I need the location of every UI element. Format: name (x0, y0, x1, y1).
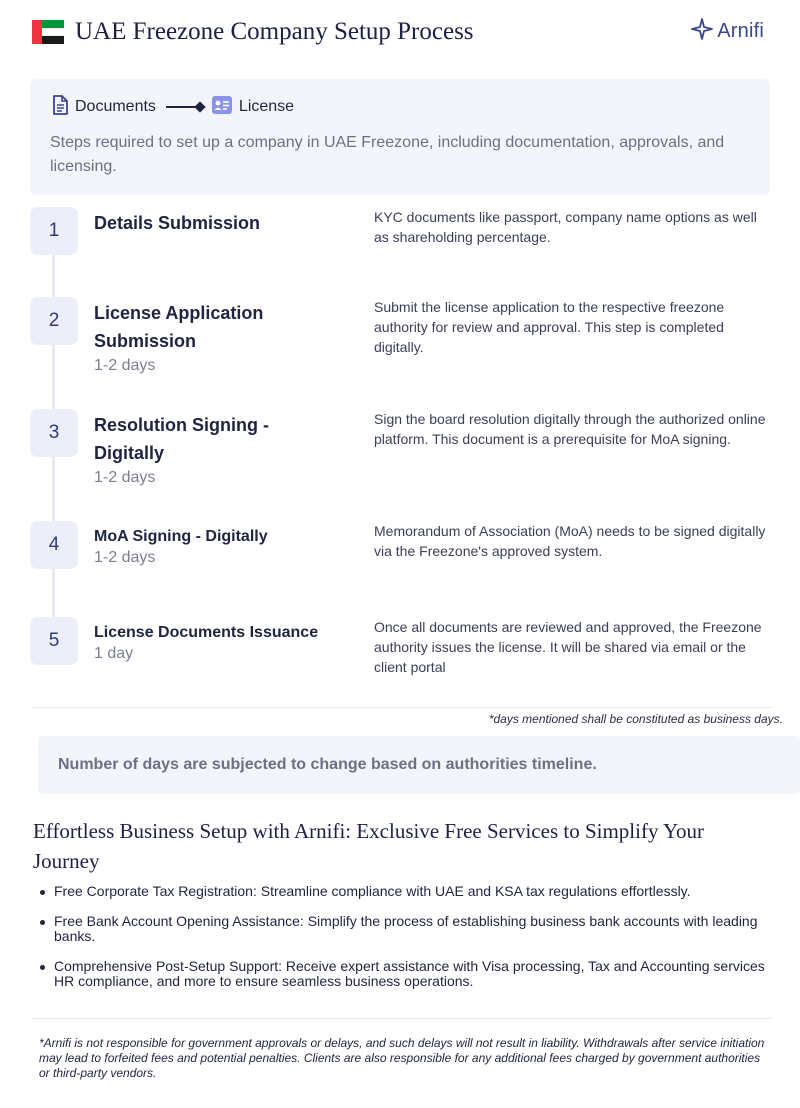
service-text: Comprehensive Post-Setup Support: Receive expert assistance with Visa processing, Tax and Accounting services HR compliance, and more to ensure seamless business operations. (54, 958, 765, 989)
timeline-notice (38, 736, 800, 794)
services-heading: Effortless Business Setup with Arnifi: Exclusive Free Services to Simplify Your Journey (33, 819, 704, 873)
uae-flag-icon (32, 20, 64, 44)
step-description: Memorandum of Association (MoA) needs to be signed digitally via the Freezone's approved system. (374, 523, 766, 559)
id-card-icon (212, 96, 232, 119)
step-title: Details Submission (94, 213, 261, 233)
step-title: MoA Signing - Digitally (94, 528, 268, 545)
disclaimer-text: *Arnifi is not responsible for government approvals or delays, and such delays will not result in liability. Withdrawals after service initiation may lead to forfeited fees and potential penalties. Clients are also responsible for any additional fees charged by government authorities or third-party vendors. (39, 1036, 765, 1080)
flow-to-label: License (238, 98, 295, 115)
step-duration: 1-2 days (94, 549, 156, 566)
list-item (38, 914, 768, 944)
timeline-connector (52, 345, 55, 409)
timeline-connector (52, 255, 55, 297)
days-footnote: *days mentioned shall be constituted as business days. (488, 712, 783, 726)
footer-divider (32, 1018, 772, 1019)
step-description: Sign the board resolution digitally through the authorized online platform. This document is a prerequisite for MoA signing. (374, 411, 766, 447)
list-item (38, 959, 768, 989)
step-title: License Application Submission (94, 303, 264, 351)
timeline-connector (52, 457, 55, 521)
flag-white-band (42, 28, 64, 36)
step-number: 4 (30, 521, 78, 569)
page-header (32, 14, 768, 54)
brand-name: Arnifi (717, 20, 764, 42)
service-text: Free Bank Account Opening Assistance: Simplify the process of establishing business bank accounts with leading banks. (54, 913, 758, 944)
step-duration: 1-2 days (94, 469, 156, 486)
bullet-icon (40, 890, 45, 895)
step-duration: 1-2 days (94, 357, 156, 374)
step-description: Submit the license application to the respective freezone authority for review and approval. This step is completed digitally. (374, 299, 725, 355)
flow-from-label: Documents (75, 98, 156, 115)
timeline-connector (52, 569, 55, 617)
notice-text: Number of days are subjected to change based on authorities timeline. (58, 756, 597, 773)
document-icon (52, 95, 68, 120)
step-description: KYC documents like passport, company name options as well as shareholding percentage. (374, 209, 757, 245)
services-list (38, 884, 768, 1004)
flag-green-band (42, 20, 64, 28)
step-title: License Documents Issuance (94, 624, 319, 641)
step-title: Resolution Signing - Digitally (94, 415, 269, 463)
step-number: 1 (30, 207, 78, 255)
section-divider (32, 707, 772, 708)
step-number: 2 (30, 297, 78, 345)
step-number: 5 (30, 617, 78, 665)
flag-black-band (42, 36, 64, 44)
service-text: Free Corporate Tax Registration: Streamline compliance with UAE and KSA tax regulations effortlessly. (54, 883, 691, 899)
list-item (38, 884, 768, 899)
flag-red-band (32, 20, 42, 44)
overview-panel (30, 79, 770, 195)
process-flow (52, 96, 294, 118)
flow-arrow-icon (166, 103, 204, 111)
page-title: UAE Freezone Company Setup Process (75, 18, 474, 45)
arnifi-logo-icon (691, 18, 713, 45)
bullet-icon (40, 965, 45, 970)
brand-logo[interactable] (691, 18, 764, 45)
bullet-icon (40, 920, 45, 925)
step-duration: 1 day (94, 645, 134, 662)
step-description: Once all documents are reviewed and approved, the Freezone authority issues the license. It will be shared via email or the client portal (374, 619, 762, 675)
overview-description: Steps required to set up a company in UAE Freezone, including documentation, approvals, and licensing. (50, 134, 725, 175)
step-number: 3 (30, 409, 78, 457)
